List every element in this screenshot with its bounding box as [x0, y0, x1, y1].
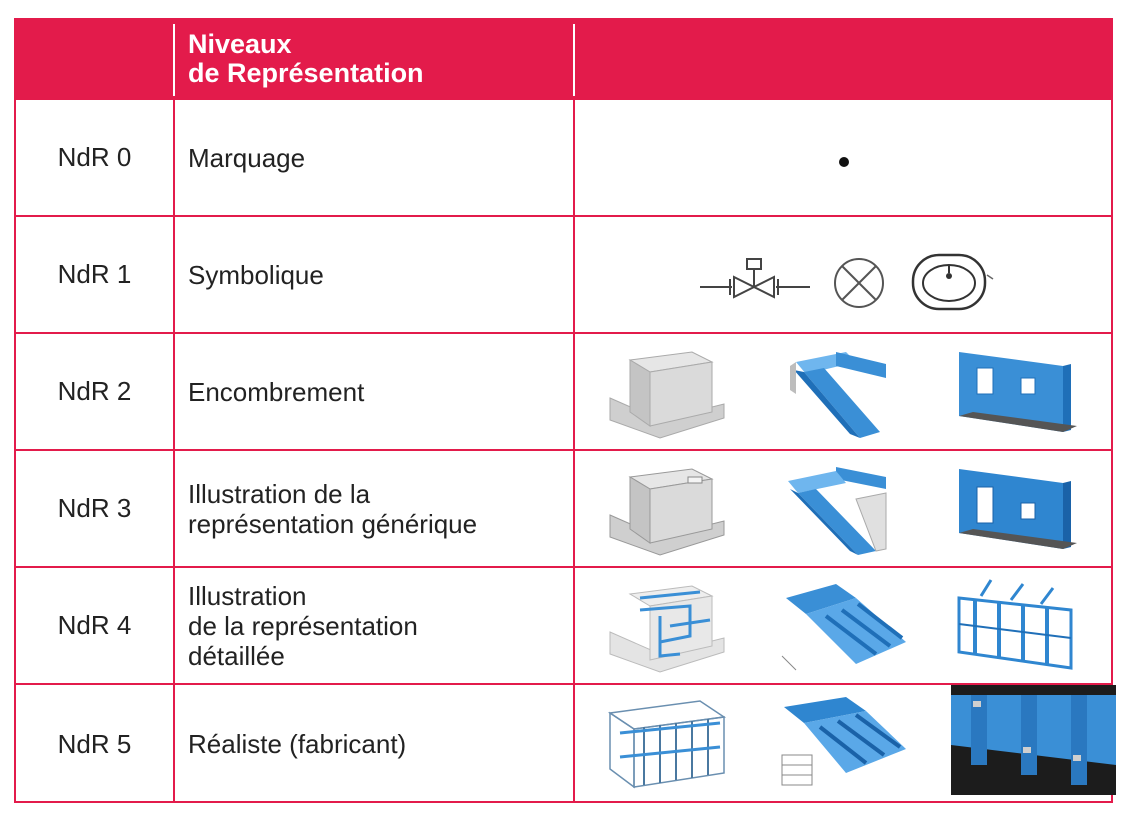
stair-generic-blue-icon — [776, 459, 908, 557]
table-row — [16, 449, 1111, 566]
level-label: Illustration de la représentation détaillée — [188, 580, 418, 671]
table-header — [16, 20, 1111, 100]
beam-rebar-realistic-icon — [600, 693, 732, 791]
wall-block-blue-icon — [951, 342, 1083, 440]
level-illustration — [576, 451, 1111, 566]
level-illustration — [576, 685, 1111, 803]
level-label: Encombrement — [188, 376, 365, 407]
beam-generic-gray-icon — [600, 459, 732, 557]
column-divider — [573, 100, 575, 215]
level-illustration — [576, 100, 1111, 215]
stair-detail-blue-icon — [776, 576, 908, 674]
header-divider — [173, 24, 175, 96]
level-code: NdR 5 — [57, 728, 132, 759]
wall-frame-detail-icon — [951, 576, 1083, 674]
table-row — [16, 98, 1111, 215]
column-divider — [173, 100, 175, 215]
table-row — [16, 566, 1111, 683]
table-row — [16, 683, 1111, 803]
level-illustration — [576, 334, 1111, 449]
column-divider — [173, 568, 175, 683]
column-divider — [573, 334, 575, 449]
sink-symbol-icon — [909, 251, 999, 313]
column-divider — [573, 451, 575, 566]
column-divider — [173, 451, 175, 566]
beam-rebar-detail-icon — [600, 576, 732, 674]
column-divider — [573, 685, 575, 803]
beam-block-gray-icon — [600, 342, 732, 440]
level-label: Illustration de la représentation générique — [188, 478, 478, 539]
header-title-line2: de Représentation — [188, 58, 424, 88]
column-divider — [173, 685, 175, 803]
table-row — [16, 332, 1111, 449]
column-divider — [173, 217, 175, 332]
header-title-line1: Niveaux — [188, 29, 292, 59]
level-code: NdR 0 — [57, 142, 132, 172]
level-code: NdR 4 — [57, 610, 132, 640]
representation-levels-table — [14, 18, 1113, 803]
level-illustration — [576, 217, 1111, 332]
level-code: NdR 1 — [57, 259, 132, 289]
level-illustration — [576, 568, 1111, 683]
table-row — [16, 215, 1111, 332]
stair-realistic-icon — [776, 693, 908, 791]
header-divider — [573, 24, 575, 96]
dot-marker-icon — [576, 100, 1116, 215]
wall-realistic-dark-icon — [951, 685, 1116, 795]
level-label: Symbolique — [188, 259, 324, 290]
stair-block-blue-icon — [776, 342, 908, 440]
level-label: Réaliste (fabricant) — [188, 729, 407, 759]
header-title — [188, 30, 424, 88]
level-code: NdR 2 — [57, 376, 132, 406]
column-divider — [573, 568, 575, 683]
level-code: NdR 3 — [57, 493, 132, 523]
wall-generic-blue-icon — [951, 459, 1083, 557]
light-symbol-icon — [831, 255, 891, 311]
column-divider — [173, 334, 175, 449]
level-label: Marquage — [188, 142, 306, 173]
valve-symbol-icon — [696, 255, 816, 305]
column-divider — [573, 217, 575, 332]
